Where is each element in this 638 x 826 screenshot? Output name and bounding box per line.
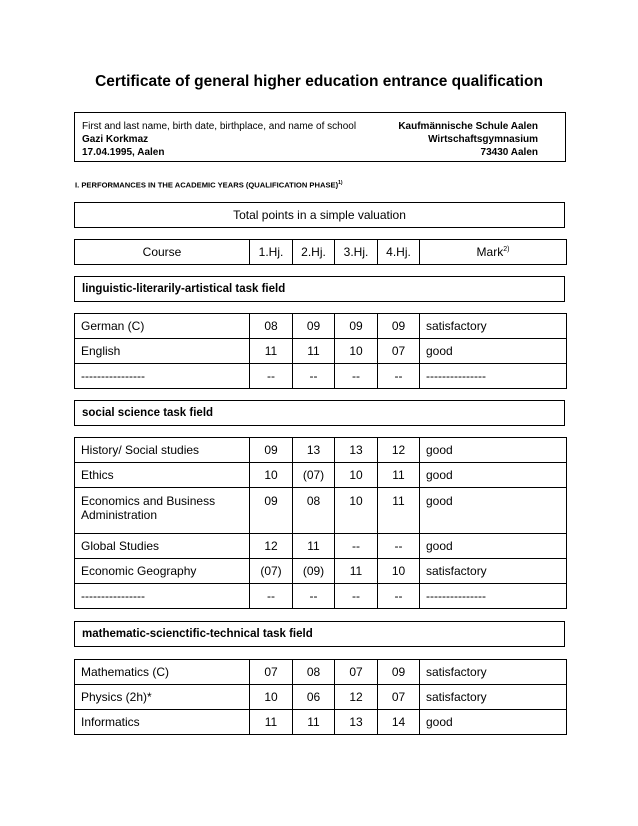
h1-cell: 12: [250, 534, 293, 559]
section-heading: [75, 180, 343, 190]
header-mark-label: Mark: [476, 245, 504, 259]
table-row: [75, 339, 567, 364]
table-row: [75, 660, 567, 685]
column-header-table: [74, 239, 567, 265]
h1-cell: (07): [250, 559, 293, 584]
total-points-banner: Total points in a simple valuation: [74, 202, 565, 228]
task-field-title: social science task field: [74, 400, 565, 426]
h4-cell: --: [378, 364, 420, 389]
h1-cell: 10: [250, 463, 293, 488]
mark-cell: good: [420, 710, 567, 735]
school-city: 73430 Aalen: [480, 147, 538, 158]
table-row: [75, 685, 567, 710]
identity-left: [82, 120, 356, 159]
course-cell: History/ Social studies: [75, 438, 250, 463]
h1-cell: 07: [250, 660, 293, 685]
h3-cell: 10: [335, 339, 378, 364]
mark-cell: good: [420, 488, 567, 534]
course-cell: Physics (2h)*: [75, 685, 250, 710]
header-mark: [420, 240, 567, 265]
identity-label: First and last name, birth date, birthplace, and name of school: [82, 121, 357, 132]
h3-cell: --: [335, 534, 378, 559]
table-row: [75, 710, 567, 735]
h4-cell: 10: [378, 559, 420, 584]
course-cell: Informatics: [75, 710, 250, 735]
course-cell: ----------------: [75, 364, 250, 389]
h2-cell: 08: [293, 660, 335, 685]
table-row: [75, 463, 567, 488]
h4-cell: 09: [378, 314, 420, 339]
h1-cell: 11: [250, 339, 293, 364]
header-h4: 4.Hj.: [378, 240, 420, 265]
h1-cell: 09: [250, 438, 293, 463]
mark-cell: good: [420, 339, 567, 364]
table-row: [75, 584, 567, 609]
school-name: Kaufmännische Schule Aalen: [398, 121, 538, 132]
header-mark-note: 2): [503, 246, 510, 253]
course-cell: Mathematics (C): [75, 660, 250, 685]
course-cell: ----------------: [75, 584, 250, 609]
school-type: Wirtschaftsgymnasium: [428, 134, 538, 145]
course-cell: Global Studies: [75, 534, 250, 559]
h4-cell: 12: [378, 438, 420, 463]
task-field-title: linguistic-literarily-artistical task field: [74, 276, 565, 302]
h4-cell: 07: [378, 685, 420, 710]
h4-cell: 07: [378, 339, 420, 364]
h2-cell: 08: [293, 488, 335, 534]
table-row: [75, 314, 567, 339]
h2-cell: 11: [293, 534, 335, 559]
course-cell: German (C): [75, 314, 250, 339]
h2-cell: (07): [293, 463, 335, 488]
h3-cell: 12: [335, 685, 378, 710]
section-footnote: 1): [338, 180, 343, 186]
h1-cell: 09: [250, 488, 293, 534]
identity-right: [398, 120, 538, 159]
header-h3: 3.Hj.: [335, 240, 378, 265]
h1-cell: 11: [250, 710, 293, 735]
h1-cell: --: [250, 584, 293, 609]
course-cell: Ethics: [75, 463, 250, 488]
mark-cell: ---------------: [420, 584, 567, 609]
header-course: Course: [75, 240, 250, 265]
mark-cell: satisfactory: [420, 660, 567, 685]
h1-cell: 08: [250, 314, 293, 339]
header-h1: 1.Hj.: [250, 240, 293, 265]
page-title: Certificate of general higher education entrance qualification: [95, 73, 543, 90]
h2-cell: 06: [293, 685, 335, 710]
task-field-title: mathematic-scienctific-technical task field: [74, 621, 565, 647]
grades-table: [74, 313, 567, 389]
h4-cell: --: [378, 584, 420, 609]
course-cell: English: [75, 339, 250, 364]
mark-cell: good: [420, 463, 567, 488]
h3-cell: 10: [335, 463, 378, 488]
h4-cell: 09: [378, 660, 420, 685]
student-name: Gazi Korkmaz: [82, 134, 149, 145]
h3-cell: 13: [335, 438, 378, 463]
mark-cell: good: [420, 534, 567, 559]
mark-cell: good: [420, 438, 567, 463]
h4-cell: 11: [378, 463, 420, 488]
h3-cell: 10: [335, 488, 378, 534]
h2-cell: 09: [293, 314, 335, 339]
h3-cell: --: [335, 584, 378, 609]
h2-cell: 11: [293, 710, 335, 735]
identity-box: [74, 112, 566, 162]
mark-cell: satisfactory: [420, 559, 567, 584]
mark-cell: ---------------: [420, 364, 567, 389]
mark-cell: satisfactory: [420, 314, 567, 339]
header-row: [75, 240, 567, 265]
table-row: [75, 364, 567, 389]
h1-cell: --: [250, 364, 293, 389]
section-heading-text: I. PERFORMANCES IN THE ACADEMIC YEARS (QUALIFICATION PHASE): [75, 180, 339, 190]
h2-cell: --: [293, 584, 335, 609]
h2-cell: (09): [293, 559, 335, 584]
table-row: [75, 534, 567, 559]
table-row: [75, 488, 567, 534]
h3-cell: 09: [335, 314, 378, 339]
h2-cell: --: [293, 364, 335, 389]
table-row: [75, 559, 567, 584]
h2-cell: 13: [293, 438, 335, 463]
h2-cell: 11: [293, 339, 335, 364]
h4-cell: 14: [378, 710, 420, 735]
grades-table: [74, 659, 567, 735]
grades-table: [74, 437, 567, 609]
header-h2: 2.Hj.: [293, 240, 335, 265]
mark-cell: satisfactory: [420, 685, 567, 710]
h4-cell: --: [378, 534, 420, 559]
course-cell: Economic Geography: [75, 559, 250, 584]
course-cell: Economics and Business Administration: [75, 488, 250, 534]
table-row: [75, 438, 567, 463]
h3-cell: 13: [335, 710, 378, 735]
h4-cell: 11: [378, 488, 420, 534]
h3-cell: --: [335, 364, 378, 389]
h3-cell: 07: [335, 660, 378, 685]
birth-info: 17.04.1995, Aalen: [82, 147, 165, 158]
h1-cell: 10: [250, 685, 293, 710]
h3-cell: 11: [335, 559, 378, 584]
